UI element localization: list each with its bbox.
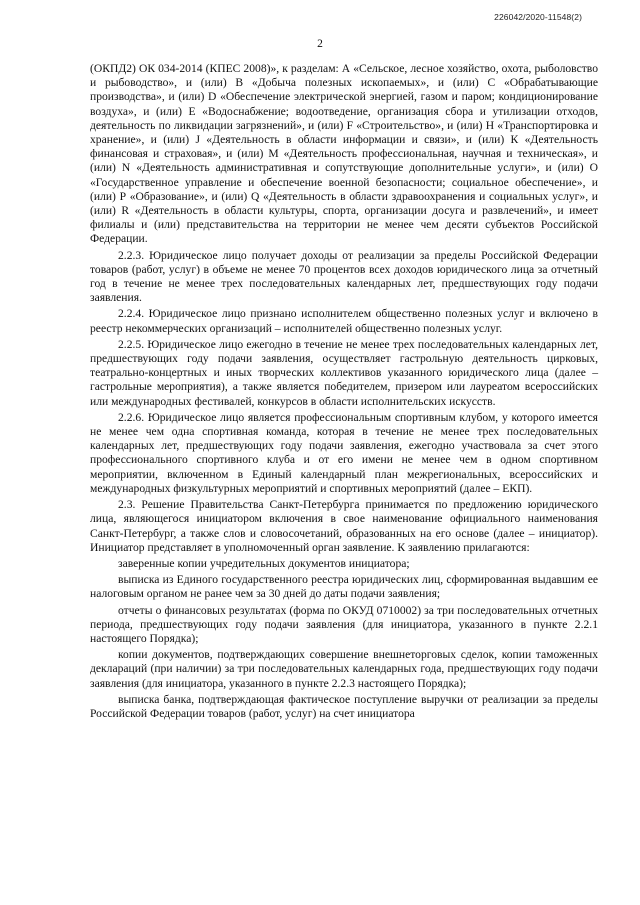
list-item-egrul-extract: выписка из Единого государственного реестра юридических лиц, сформированная выдавшим ее налоговым органом не ранее чем за 30 дней до даты подачи заявления;	[90, 573, 598, 601]
document-body	[90, 62, 598, 721]
paragraph-2-3: 2.3. Решение Правительства Санкт-Петербурга принимается по предложению юридического лица, являющегося инициатором включения в свое наименование официального наименования Санкт-Петербург, а также слов и словосочетаний, образованных на его основе (далее – инициатор). Инициатор представляет в уполномоченный орган заявление. К заявлению прилагаются:	[90, 498, 598, 554]
paragraph-2-2-6: 2.2.6. Юридическое лицо является профессиональным спортивным клубом, у которого имеется не менее чем одна спортивная команда, которая в течение не менее трех последовательных календарных лет, предшествующих году подачи заявления, ежегодно участвовала за счет этого профессионального спортивного клуба и от его имени не менее чем в одном спортивном мероприятии, включенном в Единый календарный план межрегиональных, всероссийских и международных физкультурных мероприятий и спортивных мероприятий (далее – ЕКП).	[90, 410, 598, 495]
document-registration-number: 226042/2020-11548(2)	[494, 12, 582, 22]
list-item-trade-documents: копии документов, подтверждающих совершение внешнеторговых сделок, копии таможенных деклараций (при наличии) за три последовательных календарных года, предшествующих году подачи заявления (для инициатора, указанного в пункте 2.2.3 настоящего Порядка);	[90, 648, 598, 690]
list-item-financial-reports: отчеты о финансовых результатах (форма по ОКУД 0710002) за три последовательных отчетных периода, предшествующих году подачи заявления (для инициатора, указанного в пункте 2.2.1 настоящего Порядка);	[90, 603, 598, 645]
paragraph-2-2-4: 2.2.4. Юридическое лицо признано исполнителем общественно полезных услуг и включено в реестр некоммерческих организаций – исполнителей общественно полезных услуг.	[90, 307, 598, 335]
paragraph-2-2-3: 2.2.3. Юридическое лицо получает доходы от реализации за пределы Российской Федерации товаров (работ, услуг) в объеме не менее 70 процентов всех доходов юридического лица за отчетный год в течение не менее трех последовательных календарных лет, предшествующих году подачи заявления.	[90, 248, 598, 305]
list-item-bank-statement: выписка банка, подтверждающая фактическое поступление выручки от реализации за пределы Российской Федерации товаров (работ, услуг) на счет инициатора	[90, 692, 598, 720]
paragraph-2-2-5: 2.2.5. Юридическое лицо ежегодно в течение не менее трех последовательных календарных лет, предшествующих году подачи заявления, осуществляет гастрольную деятельность цирковых, театрально-концертных и иных творческих коллективов указанного юридического лица (далее – гастрольные мероприятия), а также является победителем, призером или лауреатом всероссийских или международных фестивалей, конкурсов в области исполнительских искусств.	[90, 337, 598, 408]
list-item-founding-documents: заверенные копии учредительных документов инициатора;	[118, 556, 410, 570]
paragraph-okpd2-sections: (ОКПД2) ОК 034-2014 (КПЕС 2008)», к разделам: А «Сельское, лесное хозяйство, охота, рыболовство и рыбоводство», и (или) В «Добыча полезных ископаемых», и (или) С «Обрабатывающие производства», и (или) D «Обеспечение электрической энергией, газом и паром; кондиционирование воздуха», и (или) Е «Водоснабжение; водоотведение, организация сбора и утилизации отходов, деятельность по ликвидации загрязнений», и (или) F «Строительство», и (или) Н «Транспортировка и хранение», и (или) J «Деятельность в области информации и связи», и (или) К «Деятельность финансовая и страховая», и (или) М «Деятельность профессиональная, научная и техническая», и (или) N «Деятельность административная и сопутствующие дополнительные услуги», и (или) О «Государственное управление и обеспечение военной безопасности; социальное обеспечение», и (или) Р «Образование», и (или) Q «Деятельность в области здравоохранения и социальных услуг», и (или) R «Деятельность в области культуры, спорта, организации досуга и развлечений», и имеет филиалы и (или) представительства на территории не менее чем десяти субъектов Российской Федерации.	[90, 62, 598, 246]
page-number: 2	[317, 38, 323, 50]
